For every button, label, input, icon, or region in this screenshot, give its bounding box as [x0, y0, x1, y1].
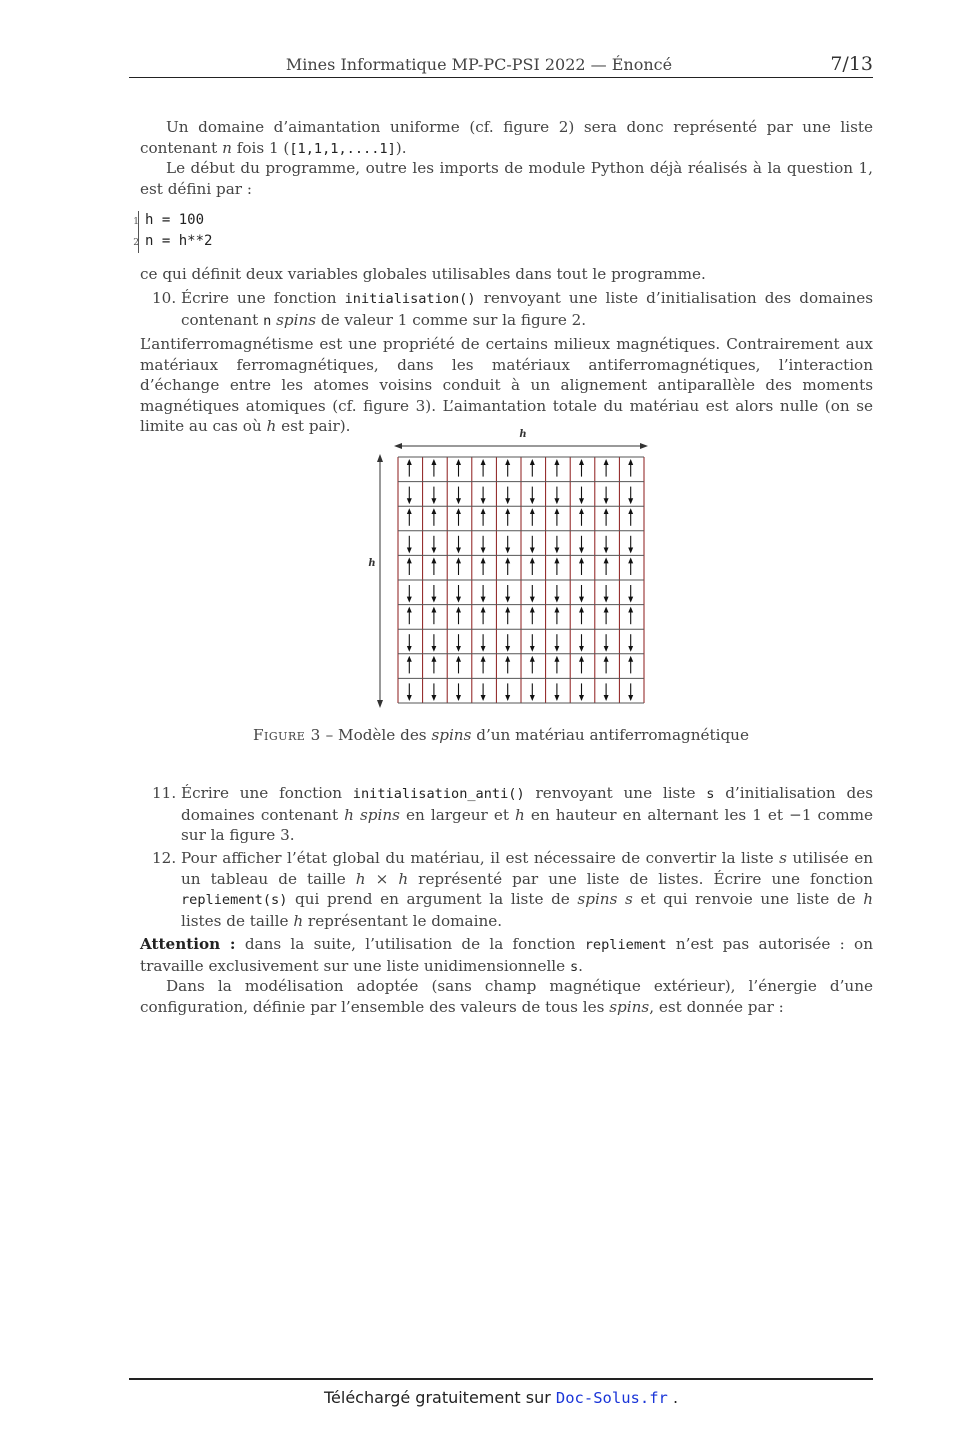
page-number: 7/13 — [830, 53, 873, 75]
page-header-title: Mines Informatique MP-PC-PSI 2022 — Énoncé — [285, 55, 673, 74]
line-number: 2 — [133, 238, 139, 248]
question-11 — [140, 783, 874, 845]
figure-3-spin-grid — [360, 424, 660, 714]
question-body: Pour afficher l’état global du matériau, il est nécessaire de convertir la liste s utilisée en un tableau de taille h × h représenté par une liste de listes. Écrire une fonction repliement(s) qui prend en argument la liste de spins s et qui renvoie une liste de h listes de taille h représentant le domaine. — [181, 849, 873, 930]
code-text: h = 100 — [145, 212, 205, 228]
after-code-text: ce qui définit deux variables globales utilisables dans tout le programme. — [140, 265, 706, 283]
question-body: Écrire une fonction initialisation_anti() renvoyant une liste s d’initialisation des domaines contenant h spins en largeur et h en hauteur en alternant les 1 et −1 comme sur la figure 3. — [181, 784, 874, 845]
question-body: Écrire une fonction initialisation() renvoyant une liste d’initialisation des domaines contenant n spins de valeur 1 comme sur la figure 2. — [181, 289, 873, 329]
height-label: h — [368, 558, 376, 569]
question-12 — [140, 848, 873, 932]
footer-divider — [129, 1378, 873, 1380]
header-divider — [129, 77, 873, 78]
width-label: h — [519, 429, 527, 440]
question-number: 10. — [152, 289, 177, 307]
doc-solus-link[interactable]: Doc-Solus.fr — [555, 1389, 668, 1407]
energy-paragraph: Dans la modélisation adoptée (sans champ magnétique extérieur), l’énergie d’une configuration, définie par l’ensemble des valeurs de tous les spins, est donnée par : — [140, 977, 873, 1016]
attention-paragraph: Attention : dans la suite, l’utilisation de la fonction repliement n’est pas autorisée : on travaille exclusivement sur une liste unidimensionnelle s. — [140, 935, 873, 975]
figure-caption: Figure 3 – Modèle des spins d’un matériau antiferromagnétique — [253, 726, 749, 744]
antiferro-paragraph: L’antiferromagnétisme est une propriété de certains milieux magnétiques. Contrairement aux matériaux ferromagnétiques, dans les matériaux antiferromagnétiques, l’interaction d’échange entre les atomes voisins conduit à un alignement antiparallèle des moments magnétiques atomiques (cf. figure 3). L’aimantation totale du matériau est alors nulle (on se limite au cas où h est pair). — [140, 335, 873, 436]
code-text: n = h**2 — [145, 233, 213, 249]
question-10 — [140, 288, 873, 330]
spin-grid — [398, 457, 644, 703]
question-number: 11. — [152, 784, 177, 802]
question-number: 12. — [152, 849, 177, 867]
footer: Téléchargé gratuitement sur Doc-Solus.fr . — [323, 1388, 679, 1407]
intro-paragraph-1: Un domaine d’aimantation uniforme (cf. figure 2) sera donc représenté par une liste contenant n fois 1 ([1,1,1,....1]). — [140, 118, 873, 157]
intro-paragraph-2: Le début du programme, outre les imports de module Python déjà réalisés à la question 1, est défini par : — [140, 159, 873, 198]
line-number: 1 — [133, 217, 139, 227]
